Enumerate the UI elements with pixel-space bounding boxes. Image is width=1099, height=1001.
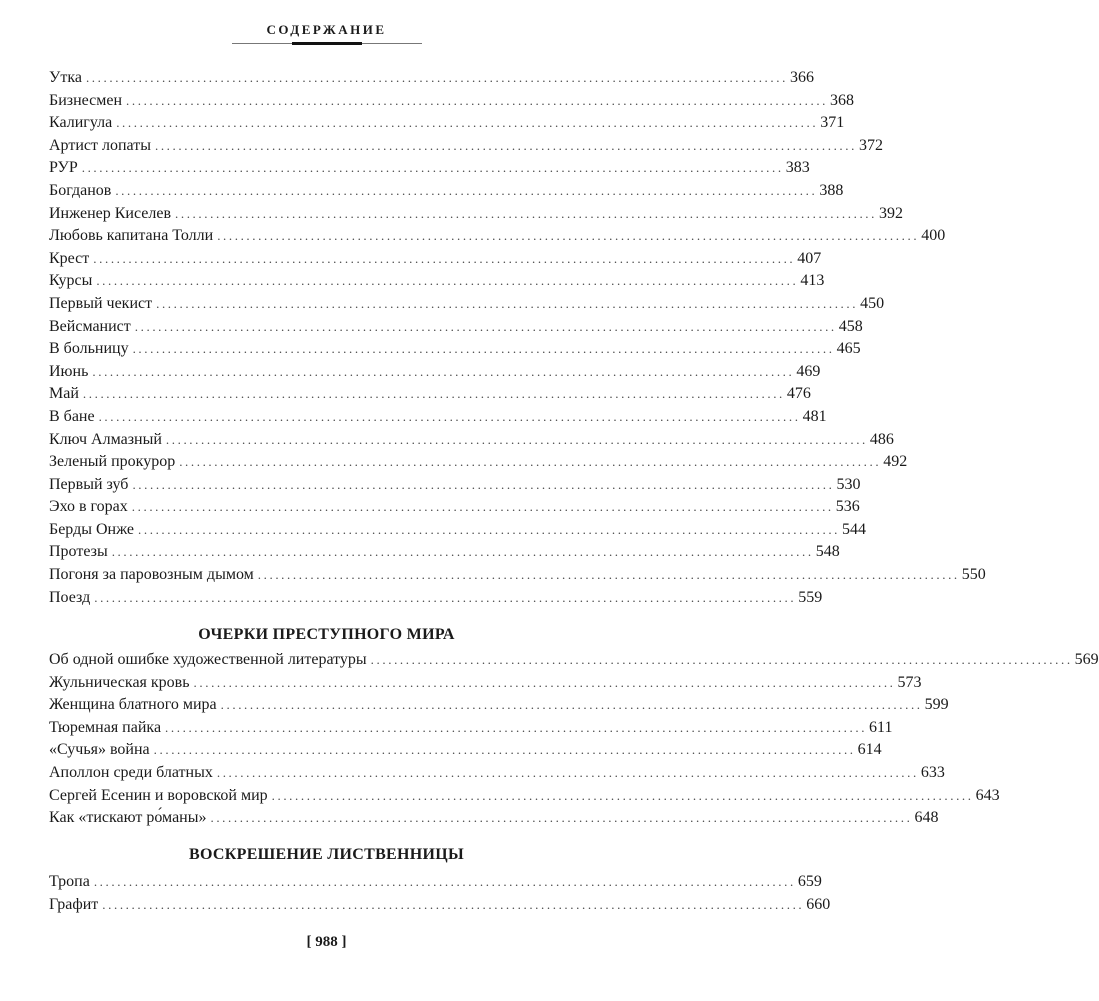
toc-entry[interactable] (49, 270, 825, 293)
dot-leader: ........................................................................................................................ (98, 408, 801, 424)
dot-leader: ........................................................................................................................ (132, 341, 835, 357)
toc-entry[interactable] (49, 225, 946, 248)
toc-entry[interactable] (49, 406, 827, 429)
dot-leader: ........................................................................................................................ (116, 115, 819, 131)
toc-entry[interactable] (49, 762, 945, 785)
toc-entry-page: 569 (1074, 651, 1099, 668)
toc-entry-title: В бане (49, 407, 95, 425)
toc-entry-page: 659 (797, 873, 822, 890)
toc-entry[interactable] (49, 519, 867, 542)
toc-entry[interactable] (49, 316, 863, 339)
toc-entry-title: Как «тискают ро́маны» (49, 809, 207, 827)
toc-entry[interactable] (49, 338, 861, 361)
toc-entry[interactable] (49, 587, 823, 610)
toc-entry-page: 643 (975, 786, 1000, 804)
toc-entry[interactable] (49, 157, 810, 180)
toc-entry[interactable] (49, 135, 883, 158)
running-header (0, 22, 653, 44)
toc-entry-page: 481 (802, 407, 827, 425)
toc-entry[interactable] (49, 672, 922, 695)
toc-entry-title: Любовь капитана Толли (49, 227, 214, 245)
toc-entry-page: 458 (838, 317, 863, 335)
toc-entry[interactable] (49, 871, 822, 894)
toc-entry-page: 392 (879, 204, 903, 222)
toc-entry-page: 614 (857, 741, 882, 759)
toc-entry-page: 407 (797, 249, 822, 267)
toc-entry[interactable] (49, 564, 986, 587)
dot-leader: ........................................................................................................................ (210, 810, 913, 826)
toc-entry[interactable] (49, 894, 831, 917)
toc-entry-title: Ключ Алмазный (49, 430, 162, 448)
dot-leader: ........................................................................................................................ (115, 182, 818, 198)
dot-leader: ........................................................................................................................ (94, 589, 797, 605)
toc-entry-page: 371 (820, 114, 845, 132)
section-heading: ОЧЕРКИ ПРЕСТУПНОГО МИРА (198, 626, 455, 643)
dot-leader: ........................................................................................................................ (193, 674, 896, 690)
toc-entry-page: 530 (836, 475, 861, 493)
toc-entry[interactable] (49, 112, 845, 135)
toc-entry[interactable] (49, 180, 844, 203)
dot-leader: ........................................................................................................................ (217, 228, 920, 244)
dot-leader: ........................................................................................................................ (131, 499, 834, 515)
toc-section-2 (49, 649, 1099, 830)
toc-entry-title: Бизнесмен (49, 91, 123, 109)
toc-entry[interactable] (49, 496, 860, 519)
dot-leader: ........................................................................................................................ (165, 719, 868, 735)
toc-entry-page: 486 (869, 430, 894, 448)
dot-leader: ........................................................................................................................ (153, 742, 856, 758)
toc-entry-page: 372 (858, 136, 883, 154)
header-divider (232, 43, 422, 44)
toc-entry-title: РУР (49, 159, 78, 177)
toc-entry[interactable] (49, 248, 822, 271)
toc-entry-title: Об одной ошибке художественной литературы (49, 651, 367, 668)
toc-entry-title: Калигула (49, 114, 113, 132)
toc-entry[interactable] (49, 90, 855, 113)
toc-entry-title: Жульническая кровь (49, 673, 190, 691)
page-number: [ 988 ] (306, 934, 347, 950)
dot-leader: ........................................................................................................................ (179, 454, 882, 470)
toc-entry-page: 611 (869, 718, 893, 736)
toc-entry-page: 388 (819, 181, 844, 199)
toc-entry[interactable] (49, 429, 894, 452)
dot-leader: ........................................................................................................................ (156, 295, 859, 311)
toc-entry[interactable] (49, 717, 893, 740)
toc-entry-page: 559 (798, 588, 823, 606)
toc-entry-page: 536 (835, 498, 860, 516)
toc-entry-title: Протезы (49, 543, 108, 561)
dot-leader: ........................................................................................................................ (175, 205, 877, 221)
toc-entry-page: 599 (924, 696, 949, 714)
dot-leader: ........................................................................................................................ (126, 92, 829, 108)
toc-entry-page: 648 (914, 809, 939, 827)
toc-entry-page: 550 (961, 566, 986, 584)
toc-entry-page: 465 (836, 340, 861, 358)
toc-entry-title: Июнь (49, 362, 89, 380)
toc-entry-title: Эхо в горах (49, 498, 128, 516)
toc-entry-title: Вейсманист (49, 317, 131, 335)
toc-entry-page: 450 (860, 294, 885, 312)
dot-leader: ........................................................................................................................ (111, 544, 814, 560)
dot-leader: ........................................................................................................................ (220, 697, 923, 713)
dot-leader: ........................................................................................................................ (96, 273, 799, 289)
toc-entry[interactable] (49, 383, 811, 406)
dot-leader: ........................................................................................................................ (134, 318, 837, 334)
dot-leader: ........................................................................................................................ (81, 160, 784, 176)
toc-entry-title: Сергей Есенин и воровской мир (49, 786, 268, 804)
toc-entry-page: 660 (806, 895, 831, 913)
dot-leader: ........................................................................................................................ (271, 787, 974, 803)
toc-entry-title: Курсы (49, 272, 93, 290)
dot-leader: ........................................................................................................................ (85, 70, 788, 85)
toc-entry[interactable] (49, 474, 861, 497)
toc-entry-title: В больницу (49, 340, 129, 358)
toc-entry[interactable] (49, 739, 882, 762)
toc-entry[interactable] (49, 785, 1000, 808)
toc-entry-title: Поезд (49, 588, 91, 606)
dot-leader: ........................................................................................................................ (93, 874, 796, 889)
dot-leader: ........................................................................................................................ (82, 386, 785, 402)
dot-leader: ........................................................................................................................ (93, 250, 796, 266)
toc-entry-title: Первый зуб (49, 475, 129, 493)
dot-leader: ........................................................................................................................ (102, 896, 805, 912)
dot-leader: ........................................................................................................................ (216, 764, 919, 780)
toc-entry-title: Тюремная пайка (49, 718, 162, 736)
toc-entry-page: 476 (786, 385, 811, 403)
toc-entry-page: 469 (796, 362, 821, 380)
toc-entry-title: Аполлон среди блатных (49, 763, 213, 781)
dot-leader: ........................................................................................................................ (257, 567, 960, 583)
toc-entry-page: 492 (883, 453, 908, 471)
toc-entry-title: Первый чекист (49, 294, 153, 312)
toc-entry[interactable] (49, 541, 840, 564)
page-title: СОДЕРЖАНИЕ (266, 22, 387, 37)
toc-entry-page: 548 (815, 543, 840, 561)
toc-entry[interactable] (49, 649, 1099, 672)
toc-entry[interactable] (49, 361, 821, 384)
toc-entry-page: 366 (789, 69, 814, 86)
toc-entry[interactable] (49, 694, 949, 717)
toc-entry-title: Артист лопаты (49, 136, 151, 154)
toc-entry-page: 544 (842, 520, 867, 538)
dot-leader: ........................................................................................................................ (132, 476, 835, 492)
toc-entry-page: 413 (800, 272, 825, 290)
toc-entry-title: «Сучья» война (49, 741, 150, 759)
toc-entry[interactable] (49, 807, 939, 830)
dot-leader: ........................................................................................................................ (154, 137, 857, 153)
toc-entry-title: Тропа (49, 873, 90, 890)
toc-entry-title: Погоня за паровозным дымом (49, 566, 254, 584)
dot-leader: ........................................................................................................................ (138, 521, 841, 537)
toc-entry[interactable] (49, 451, 908, 474)
toc-entry-title: Богданов (49, 181, 112, 199)
toc-entry-page: 383 (785, 159, 810, 177)
toc-entry-title: Берды Онже (49, 520, 135, 538)
dot-leader: ........................................................................................................................ (165, 431, 868, 447)
toc-entry-page: 573 (897, 673, 922, 691)
toc-entry-page: 400 (921, 227, 946, 245)
dot-leader: ........................................................................................................................ (370, 652, 1073, 667)
toc-section-1 (49, 67, 986, 609)
toc-entry-title: Крест (49, 249, 90, 267)
toc-entry-title: Май (49, 385, 79, 403)
toc-entry[interactable] (49, 67, 814, 90)
toc-entry[interactable] (49, 203, 903, 226)
toc-entry[interactable] (49, 293, 885, 316)
toc-entry-title: Утка (49, 69, 82, 86)
toc-section-3 (49, 871, 831, 916)
toc-entry-page: 633 (920, 763, 945, 781)
toc-entry-title: Графит (49, 895, 99, 913)
toc-entry-title: Женщина блатного мира (49, 696, 217, 714)
toc-entry-title: Зеленый прокурор (49, 453, 176, 471)
dot-leader: ........................................................................................................................ (92, 363, 795, 379)
section-heading: ВОСКРЕШЕНИЕ ЛИСТВЕННИЦЫ (188, 846, 465, 863)
toc-entry-title: Инженер Киселев (49, 204, 171, 222)
toc-entry-page: 368 (830, 91, 855, 109)
